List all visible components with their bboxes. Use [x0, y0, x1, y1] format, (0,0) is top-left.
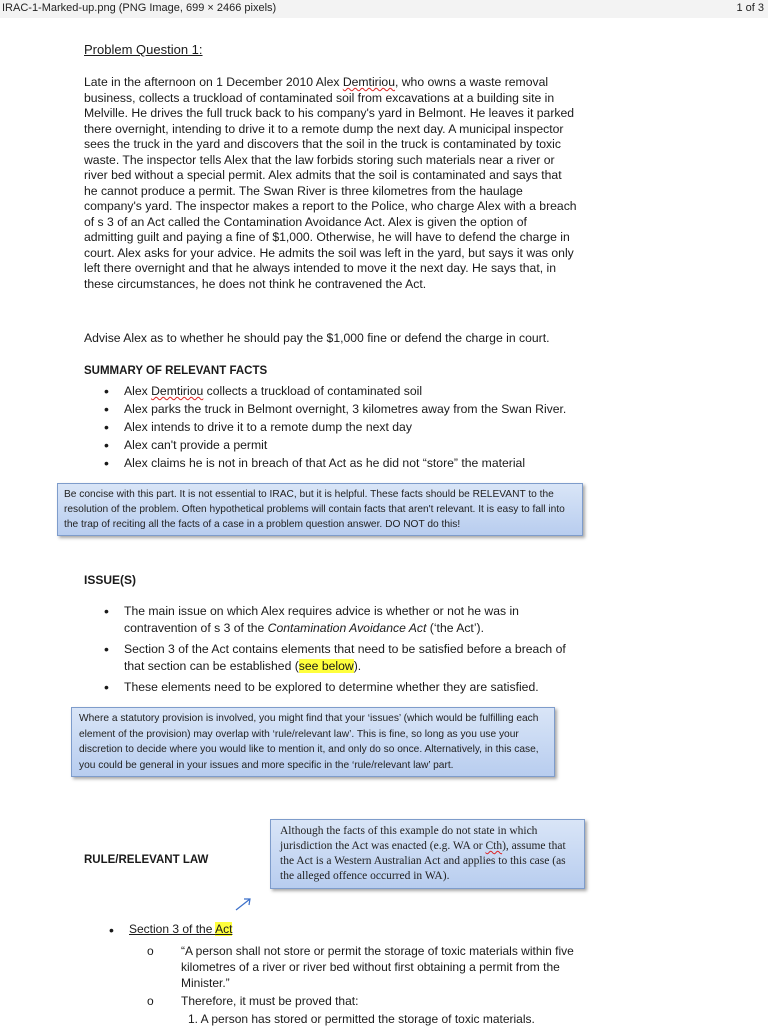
problem-line: Late in the afternoon on 1 December 2010 Alex Demtiriou, who owns a waste removal — [84, 75, 549, 89]
list-item: • Alex intends to drive it to a remote dump the next day — [104, 418, 584, 436]
list-item: • Alex Demtiriou collects a truckload of contaminated soil — [104, 382, 584, 400]
circle-bullet-icon: o — [147, 944, 154, 958]
problem-line: of s 3 of an Act called the Contamination Avoidance Act. Alex is given the option of — [84, 214, 527, 229]
arrow-icon — [234, 896, 254, 912]
issues-list — [104, 603, 584, 700]
problem-line: waste. The inspector tells Alex that the law forbids storing such materials near a river or — [84, 152, 555, 167]
problem-line: company's yard. The inspector makes a report to the Police, who charge Alex with a breach — [84, 199, 577, 213]
facts-list — [104, 382, 584, 472]
list-item — [104, 603, 584, 637]
circle-bullet-icon: o — [147, 994, 154, 1008]
list-item: • Alex claims he is not in breach of that Act as he did not “store” the material — [104, 454, 584, 472]
spell-flag: Demtiriou — [151, 384, 204, 398]
comment-box-issues: Where a statutory provision is involved, you might find that your ‘issues’ (which would be fulfilling each element of the provision) may overlap with ‘rule/relevant law’. This is fine, so long as you use your discretion to decide where you would like to mention it, and only do so once. Alternatively, in this case, you could be general in your issues and more specific in the ‘rule/relevant law’ part. — [71, 707, 555, 777]
problem-line: river bed without a special permit. Alex admits that the soil is contaminated and says that — [84, 168, 562, 182]
problem-line: Melville. He drives the full truck back to his company's yard in Belmont. He leaves it parked — [84, 106, 575, 120]
quote-text: “A person shall not store or permit the storage of toxic materials within five kilometres of a river or river bed without first obtaining a permit from the Minister.” — [181, 944, 574, 990]
issue-text: Section 3 of the Act contains elements that need to be satisfied before a breach of that section can be established ( — [124, 642, 566, 673]
summary-heading: SUMMARY OF RELEVANT FACTS — [84, 365, 268, 377]
spell-flag: Cth — [485, 840, 503, 852]
list-item: • Alex can't provide a permit — [104, 436, 584, 454]
section-ref: Section 3 of the — [129, 922, 216, 936]
highlight: see below — [298, 659, 354, 673]
list-item: • Alex parks the truck in Belmont overnight, 3 kilometres away from the Swan River. — [104, 400, 584, 418]
problem-line: sees the truck in the yard and discovers that the soil in the truck is contaminated by toxic — [84, 137, 561, 151]
problem-line: there overnight, intending to drive it to a remote dump the next day. A municipal inspector — [84, 121, 564, 136]
advise-line: Advise Alex as to whether he should pay the $1,000 fine or defend the charge in court. — [84, 331, 550, 345]
list-item — [104, 641, 584, 675]
page-indicator: 1 of 3 — [736, 2, 764, 14]
therefore-text: Therefore, it must be proved that: — [181, 994, 359, 1008]
spell-flag: Demtiriou — [342, 75, 395, 89]
element-1: 1. A person has stored or permitted the storage of toxic materials. — [188, 1012, 535, 1026]
act-name: Contamination Avoidance Act — [267, 621, 427, 635]
law-heading: RULE/RELEVANT LAW — [84, 854, 209, 866]
problem-line: business, collects a truckload of contaminated soil from excavations at a building site in — [84, 90, 555, 105]
comment-box-summary: Be concise with this part. It is not essential to IRAC, but it is helpful. These facts should be RELEVANT to the resolution of the problem. Often hypothetical problems will contain facts that aren't relevant. It is easy to fall into the trap of reciting all the facts of a case in a problem question answer. DO NOT do this! — [57, 483, 583, 536]
browser-title-bar — [0, 0, 768, 18]
problem-paragraph — [84, 75, 584, 292]
issue-text: The main issue on which Alex requires advice is whether or not he was in contravention of s 3 of the — [124, 604, 519, 635]
law-quote — [147, 943, 597, 993]
problem-line: admitting guilt and paying a fine of $1,000. Otherwise, he will have to defend the charge in — [84, 230, 570, 244]
problem-line: left there overnight and that he always intended to move it the next day. He says that, in — [84, 261, 556, 275]
issues-heading: ISSUE(S) — [84, 573, 137, 587]
document-image — [0, 18, 768, 1024]
issue-text: ). — [353, 659, 362, 673]
law-therefore — [147, 993, 597, 1011]
problem-line: court. Alex asks for your advice. He admits the soil was left in the yard, but says it was only — [84, 245, 574, 260]
comment-box-jurisdiction: Although the facts of this example do not state in which jurisdiction the Act was enacted (e.g. WA or Cth), assume that the Act is a Western Australian Act and applies to this case (as the alleged offence occurred in WA). — [270, 819, 585, 889]
browser-title: IRAC-1-Marked-up.png (PNG Image, 699 × 2466 pixels) — [2, 2, 277, 14]
issue-text: (‘the Act’). — [426, 621, 484, 635]
list-item: • These elements need to be explored to determine whether they are satisfied. — [104, 679, 584, 696]
law-bullet — [109, 922, 232, 936]
problem-line: he cannot produce a permit. The Swan River is three kilometres from the haulage — [84, 183, 523, 198]
problem-line: these circumstances, he does not think he contravened the Act. — [84, 276, 427, 291]
highlight: Act — [215, 922, 233, 936]
problem-heading: Problem Question 1: — [84, 42, 203, 57]
